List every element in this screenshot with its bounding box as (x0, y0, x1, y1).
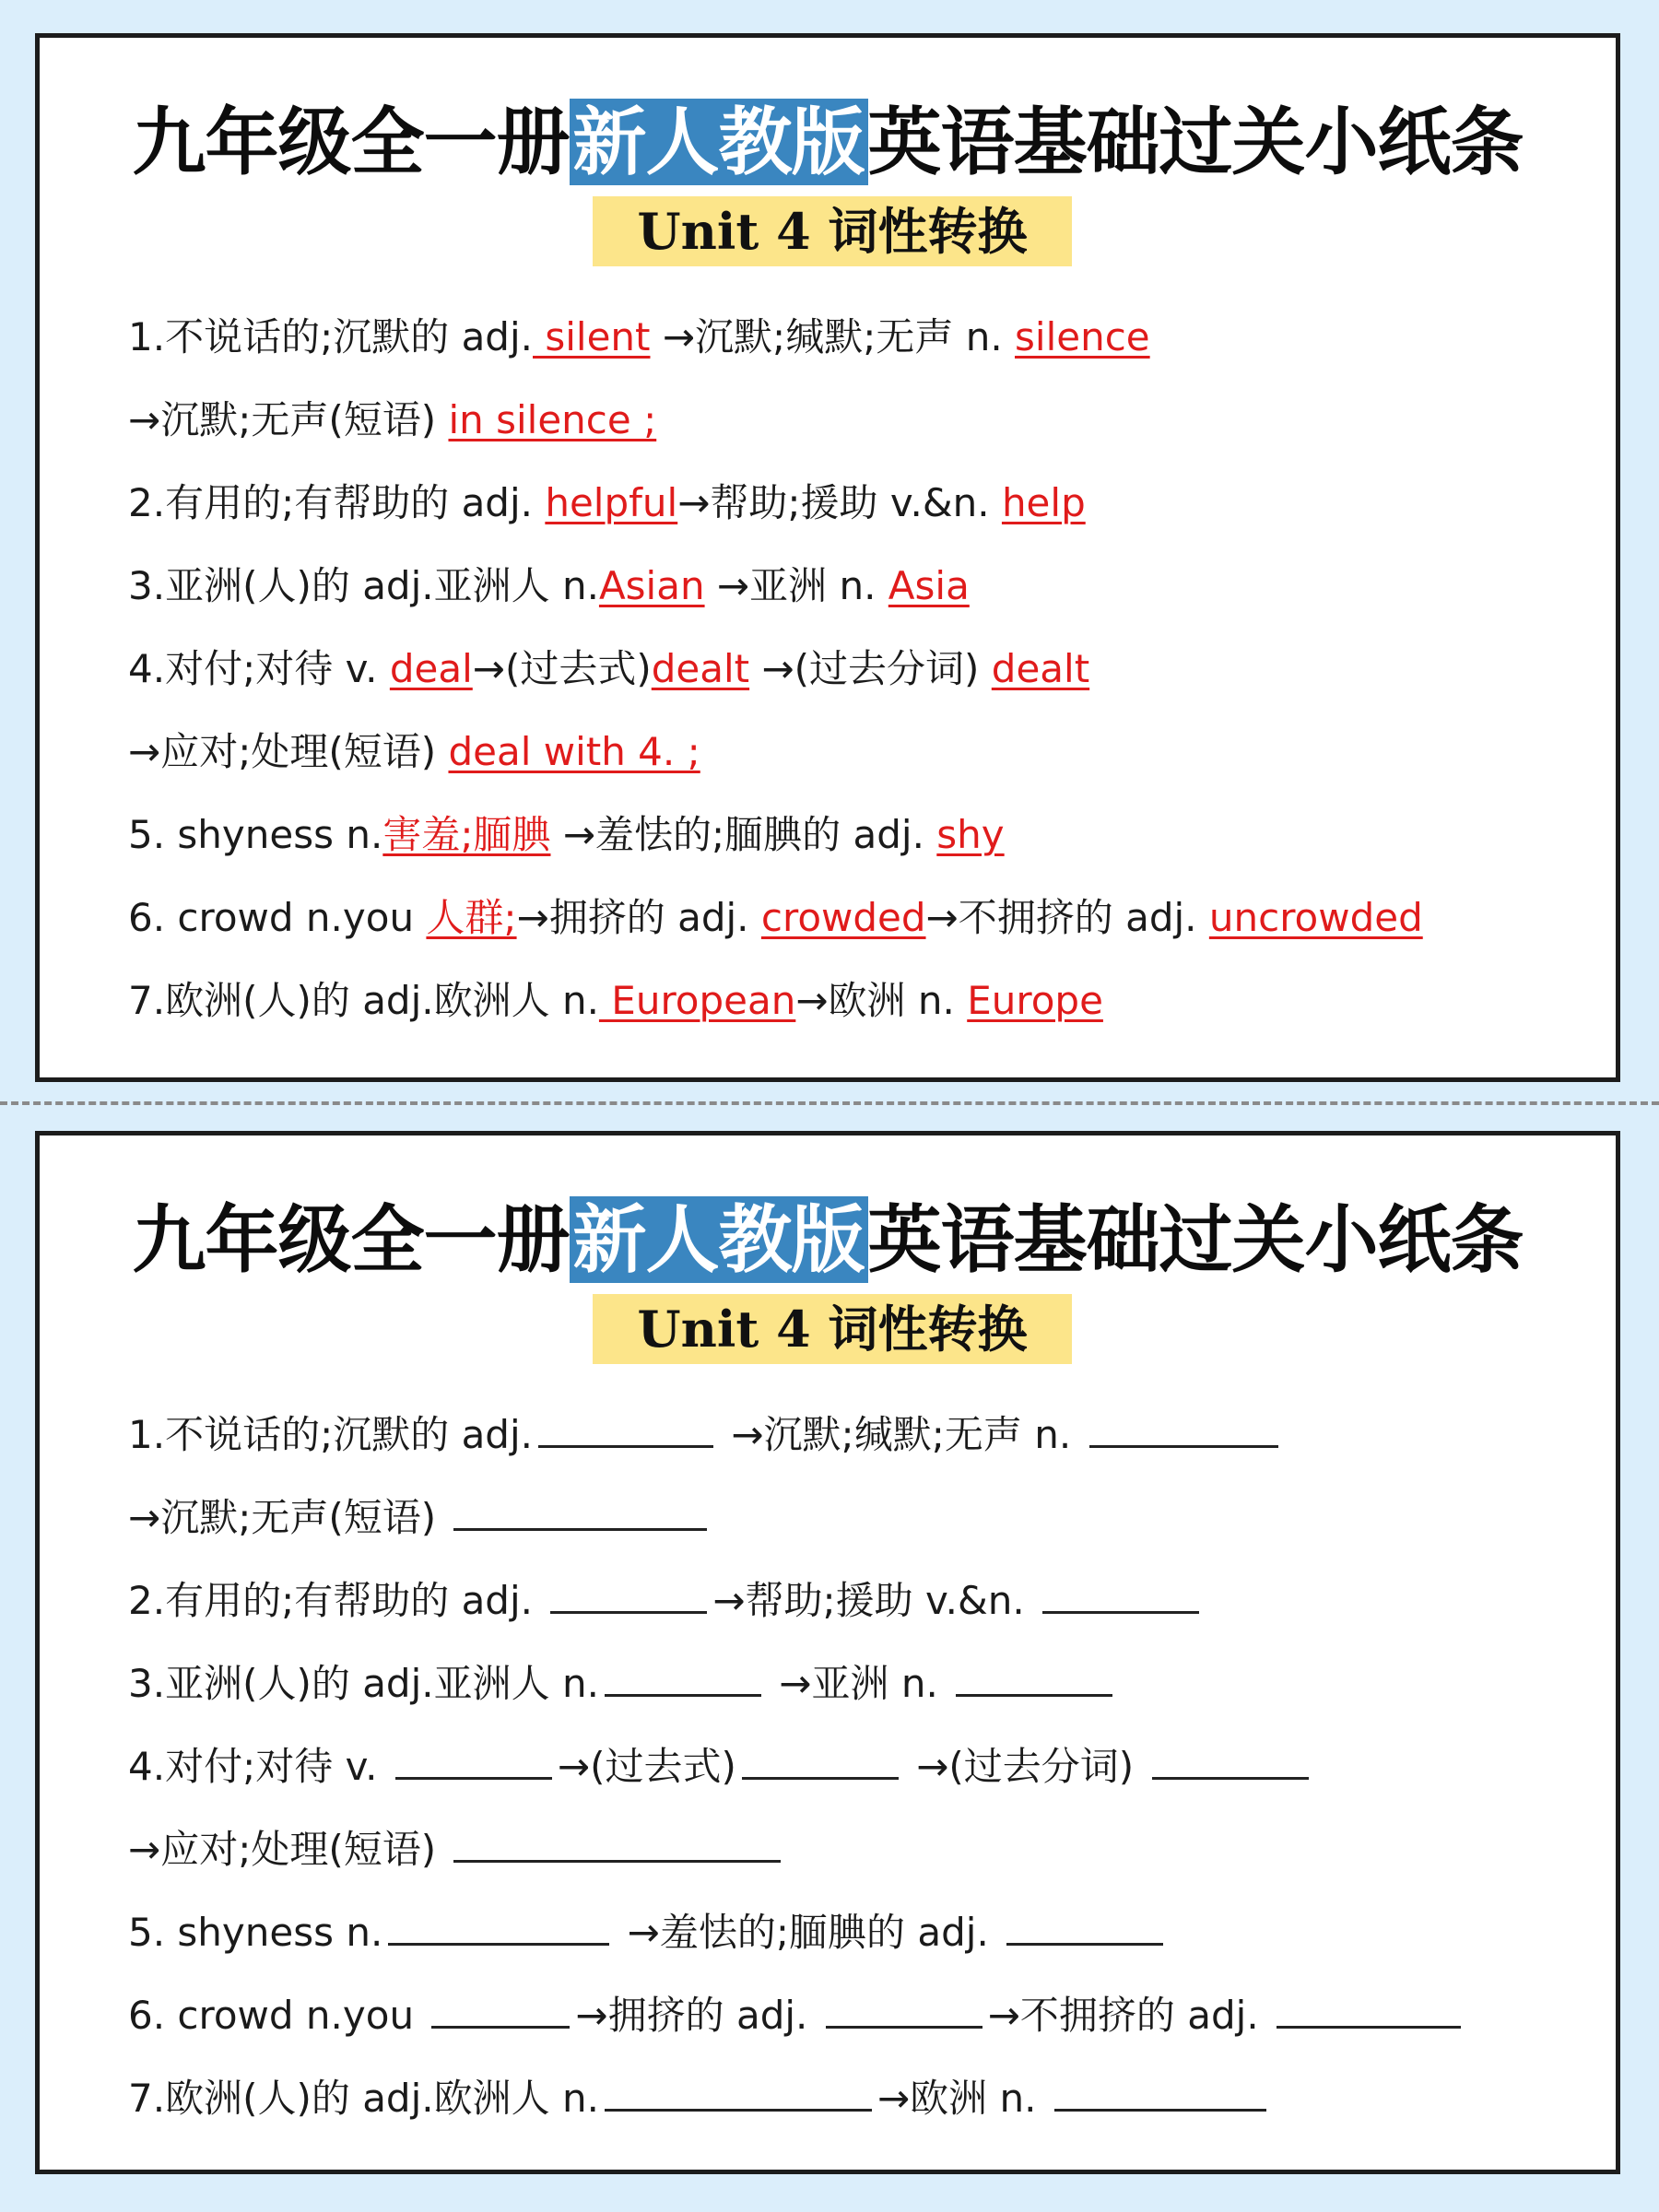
answer-blank[interactable] (538, 1411, 713, 1448)
answer-text: 人群; (426, 895, 517, 940)
worksheet-line-1 (128, 1394, 1597, 1477)
answer-blank[interactable] (956, 1660, 1112, 1697)
line-text: →不拥挤的 adj. (987, 1993, 1272, 2038)
answer-line-4 (128, 545, 1597, 628)
answer-text: dealt (651, 646, 750, 691)
line-text: →沉默;无声(短语) (128, 1495, 449, 1540)
title-part-1: 九年级全一册 (132, 99, 570, 185)
answer-line-8 (128, 877, 1597, 959)
worksheet-line-4 (128, 1642, 1597, 1725)
line-text: 4.对付;对待 v. (128, 1744, 390, 1789)
title-part-2: 英语基础过关小纸条 (867, 1196, 1524, 1283)
answer-line-7 (128, 794, 1597, 877)
line-text: →帮助;援助 v.&n. (712, 1578, 1038, 1623)
answer-blank[interactable] (395, 1743, 552, 1780)
title-highlight: 新人教版 (570, 1196, 868, 1283)
line-text: →羞怯的;腼腆的 adj. (550, 812, 937, 857)
dashed-divider (0, 1101, 1659, 1105)
answer-blank[interactable] (1277, 1992, 1461, 2029)
worksheet-line-6 (128, 1808, 1597, 1891)
worksheet-line-8 (128, 1974, 1597, 2057)
line-text: 1.不说话的;沉默的 adj. (128, 314, 533, 359)
line-text: 4.对付;对待 v. (128, 646, 390, 691)
answer-blank[interactable] (431, 1992, 570, 2029)
answer-line-5 (128, 628, 1597, 711)
answer-text: European (598, 978, 796, 1023)
unit-badge: Unit 4 词性转换 (593, 1294, 1072, 1364)
worksheet-line-7 (128, 1891, 1597, 1974)
unit-badge: Unit 4 词性转换 (593, 196, 1072, 266)
answer-text: dealt (991, 646, 1090, 691)
answer-line-9 (128, 959, 1597, 1042)
line-text: 2.有用的;有帮助的 adj. (128, 1578, 546, 1623)
line-text: →欧洲 n. (877, 2076, 1049, 2121)
line-text: →羞怯的;腼腆的 adj. (615, 1910, 1002, 1955)
page-title (40, 91, 1616, 193)
line-text: →沉默;无声(短语) (128, 397, 449, 442)
line-text: 1.不说话的;沉默的 adj. (128, 1412, 533, 1457)
line-text: →(过去式) (472, 646, 652, 691)
line-text: →应对;处理(短语) (128, 729, 449, 774)
line-text: 7.欧洲(人)的 adj.欧洲人 n. (128, 2076, 599, 2121)
answer-text: Asian (598, 563, 705, 608)
answer-text: in silence ; (448, 397, 657, 442)
answer-text: deal with 4. ; (448, 729, 700, 774)
line-text: 6. crowd n.you (128, 1993, 427, 2038)
line-text: 6. crowd n.you (128, 895, 427, 940)
answer-blank[interactable] (388, 1909, 609, 1946)
line-text: →亚洲 n. (704, 563, 888, 608)
line-text: 7.欧洲(人)的 adj.欧洲人 n. (128, 978, 599, 1023)
answer-text: silence (1015, 314, 1150, 359)
answer-lines (128, 296, 1597, 1042)
line-text: 2.有用的;有帮助的 adj. (128, 480, 546, 525)
worksheet-line-9 (128, 2057, 1597, 2140)
answer-blank[interactable] (826, 1992, 982, 2029)
answer-line-3 (128, 462, 1597, 545)
line-text: →不拥挤的 adj. (925, 895, 1209, 940)
worksheet-card (35, 1131, 1620, 2174)
answer-blank[interactable] (605, 2075, 872, 2112)
line-text: 3.亚洲(人)的 adj.亚洲人 n. (128, 563, 599, 608)
line-text: →欧洲 n. (795, 978, 968, 1023)
title-part-2: 英语基础过关小纸条 (867, 99, 1524, 185)
page-title (40, 1189, 1616, 1290)
line-text: 5. shyness n. (128, 812, 383, 857)
answer-text: helpful (545, 480, 678, 525)
answer-blank[interactable] (1006, 1909, 1163, 1946)
line-text: 3.亚洲(人)的 adj.亚洲人 n. (128, 1661, 599, 1706)
answer-text: shy (936, 812, 1005, 857)
line-text: →沉默;缄默;无声 n. (650, 314, 1016, 359)
answer-blank[interactable] (1152, 1743, 1309, 1780)
answer-text: crowded (760, 895, 926, 940)
line-text: →(过去分词) (749, 646, 992, 691)
worksheet-line-5 (128, 1725, 1597, 1808)
answer-text: silent (533, 314, 651, 359)
line-text: →(过去分词) (903, 1744, 1147, 1789)
answer-text: Asia (888, 563, 970, 608)
answer-text: uncrowded (1208, 895, 1423, 940)
worksheet-line-2 (128, 1477, 1597, 1559)
answer-text: 害羞;腼腆 (382, 812, 551, 857)
line-text: →(过去式) (557, 1744, 736, 1789)
line-text: →帮助;援助 v.&n. (677, 480, 1002, 525)
title-part-1: 九年级全一册 (132, 1196, 570, 1283)
answer-blank[interactable] (1042, 1577, 1199, 1614)
title-highlight: 新人教版 (570, 99, 868, 185)
answer-card (35, 33, 1620, 1082)
line-text: →应对;处理(短语) (128, 1827, 449, 1872)
answer-blank[interactable] (742, 1743, 899, 1780)
answer-blank[interactable] (605, 1660, 761, 1697)
line-text: →亚洲 n. (766, 1661, 951, 1706)
answer-blank[interactable] (453, 1826, 781, 1863)
answer-text: Europe (967, 978, 1103, 1023)
line-text: →沉默;缄默;无声 n. (719, 1412, 1084, 1457)
answer-text: help (1001, 480, 1086, 525)
line-text: →拥挤的 adj. (516, 895, 761, 940)
worksheet-lines (128, 1394, 1597, 2140)
answer-blank[interactable] (550, 1577, 707, 1614)
line-text: →拥挤的 adj. (575, 1993, 820, 2038)
answer-blank[interactable] (1089, 1411, 1278, 1448)
answer-line-6 (128, 711, 1597, 794)
answer-line-1 (128, 296, 1597, 379)
answer-blank[interactable] (453, 1494, 707, 1531)
answer-line-2 (128, 379, 1597, 462)
worksheet-line-3 (128, 1559, 1597, 1642)
answer-blank[interactable] (1054, 2075, 1266, 2112)
answer-text: deal (389, 646, 473, 691)
line-text: 5. shyness n. (128, 1910, 383, 1955)
